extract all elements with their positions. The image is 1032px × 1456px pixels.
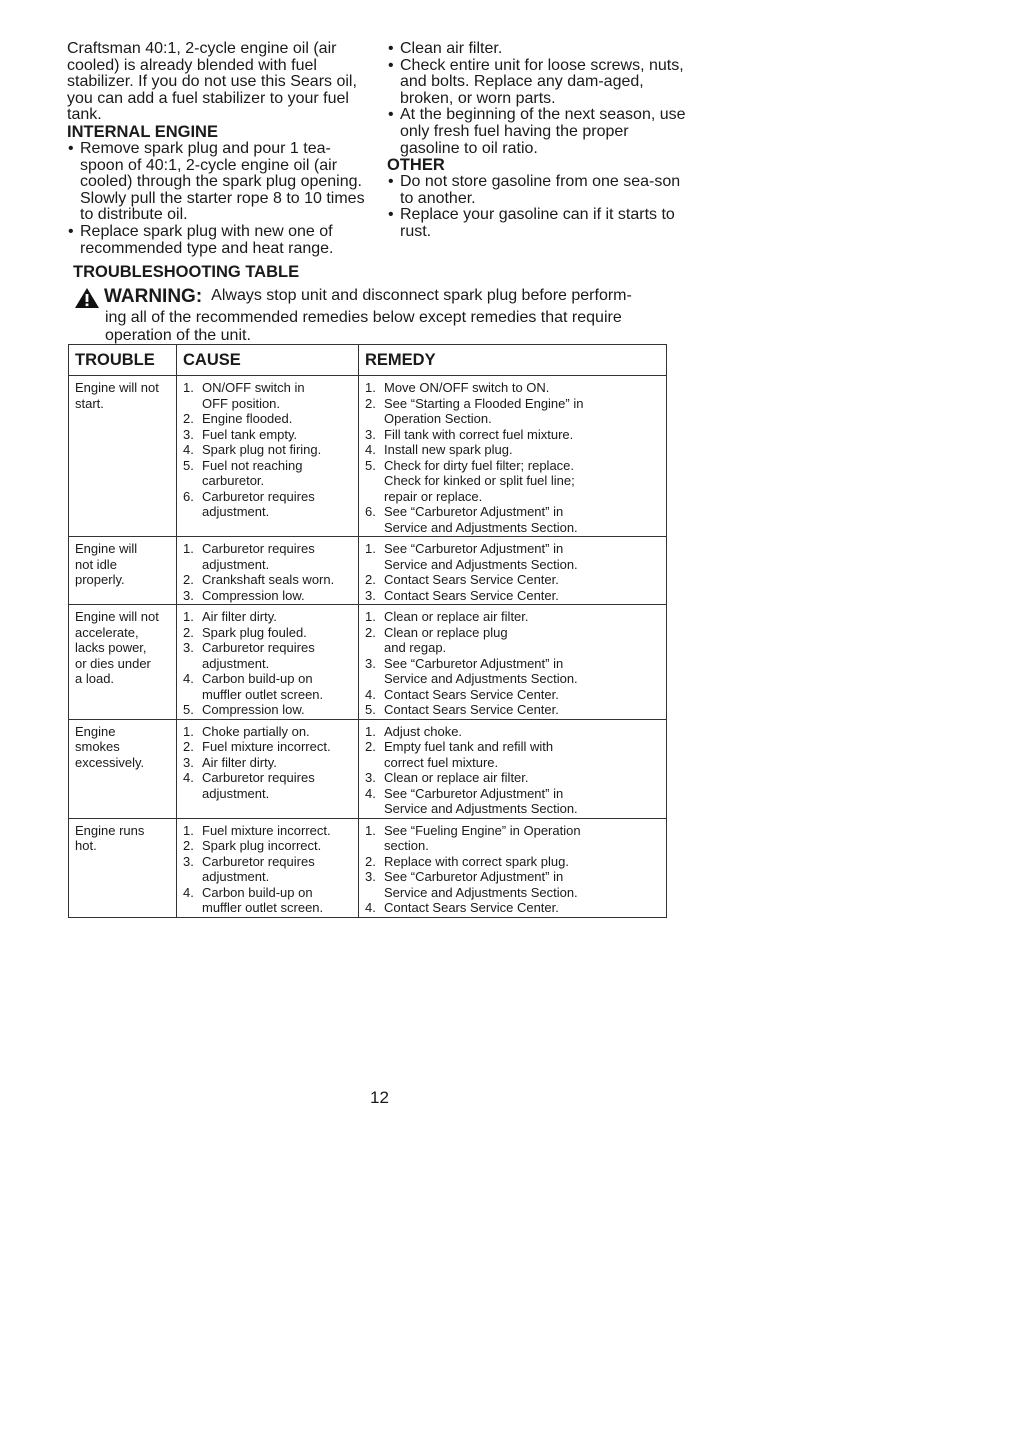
remedy-cell: [359, 719, 667, 818]
table-row: [69, 537, 667, 605]
item-number: 4.: [183, 770, 194, 785]
item-number: 6.: [183, 488, 194, 504]
item-number: 3.: [183, 426, 194, 442]
item-number: 5.: [365, 702, 376, 717]
cause-item: [183, 671, 352, 702]
item-text: Air filter dirty.: [202, 754, 277, 770]
warning-text-rest: ing all of the recommended remedies below except remedies that require operation of the unit.: [105, 309, 622, 344]
item-number: 1.: [183, 609, 194, 624]
item-text: Crankshaft seals worn.: [202, 572, 335, 587]
item-text: Spark plug not firing.: [202, 442, 322, 457]
remedy-item: [365, 702, 660, 718]
cause-item: [183, 838, 352, 854]
remedy-cell: [359, 537, 667, 605]
item-number: 2.: [365, 395, 376, 411]
item-number: 3.: [183, 754, 194, 770]
item-text: Clean or replace air filter.: [384, 609, 529, 624]
cause-cell: [177, 719, 359, 818]
other-heading: OTHER: [387, 156, 445, 175]
item-text: See “Fueling Engine” in Operation section.: [384, 822, 581, 853]
cause-item: [183, 411, 352, 427]
trouble-text: Engine will not accelerate, lacks power, or dies under a load.: [75, 609, 159, 686]
item-text: Carbon build-up on muffler outlet screen.: [202, 884, 324, 915]
header-remedy: REMEDY: [359, 345, 667, 376]
item-number: 2.: [365, 853, 376, 869]
item-text: Contact Sears Service Center.: [384, 686, 559, 702]
item-text: Fuel mixture incorrect.: [202, 739, 331, 754]
cause-item: [183, 572, 352, 588]
item-number: 2.: [365, 572, 376, 587]
list-item: • Replace spark plug with new one of recommended type and heat range.: [67, 224, 367, 257]
remedy-item: [365, 588, 660, 604]
item-text: See “Carburetor Adjustment” in Service and Adjustments Section.: [384, 785, 578, 816]
list-item: • Remove spark plug and pour 1 tea-spoon of 40:1, 2-cycle engine oil (air cooled) through the spark plug opening. Slowly pull the starter rope 8 to 10 times to distribute oil.: [67, 141, 367, 224]
item-text: Contact Sears Service Center.: [384, 587, 559, 603]
warning-notice: [74, 287, 674, 344]
item-text: Choke partially on.: [202, 723, 310, 739]
item-text: See “Carburetor Adjustment” in Service and Adjustments Section.: [384, 869, 578, 900]
item-number: 1.: [365, 822, 376, 838]
remedy-list: [365, 724, 660, 817]
item-text: Carburetor requires adjustment.: [202, 640, 315, 671]
troubleshooting-table: [68, 344, 667, 918]
remedy-list: [365, 823, 660, 916]
table-body: [69, 376, 667, 918]
item-text: Compression low.: [202, 702, 305, 717]
trouble-cell: [69, 537, 177, 605]
item-text: See “Carburetor Adjustment” in Service and Adjustments Section.: [384, 504, 578, 535]
cause-item: [183, 755, 352, 771]
item-text: Carbon build-up on muffler outlet screen.: [202, 671, 324, 702]
table-row: [69, 605, 667, 720]
list-item: • Replace your gasoline can if it starts to rust.: [387, 207, 687, 240]
item-number: 2.: [365, 624, 376, 640]
table-row: [69, 719, 667, 818]
item-text: Adjust choke.: [384, 723, 463, 739]
item-text: Carburetor requires adjustment.: [202, 770, 315, 801]
right-column: [387, 41, 687, 241]
remedy-item: [365, 427, 660, 443]
item-number: 1.: [365, 723, 376, 739]
item-text: Replace with correct spark plug.: [384, 853, 569, 869]
item-text: Fuel tank empty.: [202, 426, 298, 442]
item-number: 1.: [365, 541, 376, 556]
trouble-cell: [69, 719, 177, 818]
trouble-text: Engine runs hot.: [75, 822, 145, 853]
remedy-item: [365, 900, 660, 916]
item-number: 3.: [183, 640, 194, 655]
item-number: 6.: [365, 504, 376, 519]
item-number: 3.: [365, 426, 376, 442]
table-row: [69, 376, 667, 537]
item-number: 1.: [183, 380, 194, 395]
troubleshooting-heading: TROUBLESHOOTING TABLE: [73, 263, 300, 281]
item-number: 3.: [365, 869, 376, 884]
left-column: [67, 41, 367, 257]
item-number: 3.: [183, 853, 194, 869]
item-text: Air filter dirty.: [202, 609, 277, 624]
remedy-item: [365, 770, 660, 786]
item-text: See “Carburetor Adjustment” in Service and Adjustments Section.: [384, 655, 578, 686]
item-number: 1.: [183, 822, 194, 838]
cause-cell: [177, 537, 359, 605]
remedy-cell: [359, 818, 667, 917]
item-text: Clean or replace air filter.: [384, 770, 529, 785]
item-text: Empty fuel tank and refill with correct fuel mixture.: [384, 739, 554, 770]
item-text: Contact Sears Service Center.: [384, 900, 559, 915]
cause-item: [183, 458, 352, 489]
item-number: 5.: [183, 702, 194, 717]
item-number: 4.: [183, 671, 194, 686]
remedy-item: [365, 869, 660, 900]
item-text: Contact Sears Service Center.: [384, 572, 559, 587]
item-number: 4.: [365, 900, 376, 915]
remedy-item: [365, 724, 660, 740]
item-number: 1.: [365, 380, 376, 395]
remedy-item: [365, 541, 660, 572]
table-row: [69, 818, 667, 917]
list-item: • Clean air filter.: [387, 41, 687, 58]
item-text: Spark plug fouled.: [202, 624, 307, 640]
warning-icon: [74, 287, 100, 309]
cause-item: [183, 823, 352, 839]
item-number: 5.: [365, 457, 376, 473]
item-text: Install new spark plug.: [384, 442, 513, 457]
remedy-cell: [359, 605, 667, 720]
trouble-text: Engine smokes excessively.: [75, 723, 145, 770]
warning-text-first: Always stop unit and disconnect spark plug before perform-: [211, 287, 632, 304]
item-number: 4.: [183, 442, 194, 457]
internal-engine-list: [67, 141, 367, 257]
item-number: 1.: [183, 723, 194, 739]
item-text: ON/OFF switch in OFF position.: [202, 380, 305, 411]
trouble-text: Engine will not start.: [75, 380, 159, 411]
cause-cell: [177, 376, 359, 537]
cause-item: [183, 854, 352, 885]
item-text: See “Starting a Flooded Engine” in Operation Section.: [384, 395, 584, 426]
item-number: 2.: [183, 572, 194, 587]
remedy-item: [365, 739, 660, 770]
trouble-text: Engine will not idle properly.: [75, 541, 138, 587]
item-number: 4.: [365, 686, 376, 702]
item-number: 4.: [365, 785, 376, 801]
remedy-cell: [359, 376, 667, 537]
item-text: Carburetor requires adjustment.: [202, 853, 315, 884]
item-number: 2.: [183, 838, 194, 853]
item-text: Contact Sears Service Center.: [384, 702, 559, 717]
page-number: 12: [370, 1088, 389, 1107]
item-text: Fuel mixture incorrect.: [202, 822, 331, 838]
item-number: 2.: [183, 624, 194, 640]
remedy-item: [365, 396, 660, 427]
cause-item: [183, 625, 352, 641]
item-number: 3.: [183, 587, 194, 603]
item-number: 5.: [183, 457, 194, 473]
list-item: • Do not store gasoline from one sea-son to another.: [387, 174, 687, 207]
remedy-item: [365, 504, 660, 535]
trouble-cell: [69, 818, 177, 917]
warning-label: WARNING:: [104, 286, 203, 307]
remedy-item: [365, 458, 660, 505]
cause-item: [183, 427, 352, 443]
fuel-stabilizer-paragraph: Craftsman 40:1, 2-cycle engine oil (air cooled) is already blended with fuel stabilizer. If you do not use this Sears oil, you can add a fuel stabilizer to your fuel tank.: [67, 40, 357, 124]
remedy-item: [365, 572, 660, 588]
cause-list: [183, 541, 352, 603]
item-number: 3.: [365, 770, 376, 785]
cause-item: [183, 489, 352, 520]
item-number: 1.: [183, 541, 194, 556]
item-text: See “Carburetor Adjustment” in Service and Adjustments Section.: [384, 541, 578, 572]
item-text: Fill tank with correct fuel mixture.: [384, 426, 574, 442]
trouble-cell: [69, 376, 177, 537]
remedy-item: [365, 442, 660, 458]
item-text: Spark plug incorrect.: [202, 838, 322, 853]
item-number: 3.: [365, 587, 376, 603]
trouble-cell: [69, 605, 177, 720]
header-cause: CAUSE: [177, 345, 359, 376]
item-text: Check for dirty fuel filter; replace. Check for kinked or split fuel line; repair or replace.: [384, 457, 575, 504]
table-header-row: [69, 345, 667, 376]
cause-item: [183, 702, 352, 718]
cause-item: [183, 609, 352, 625]
item-number: 4.: [183, 884, 194, 900]
item-number: 4.: [365, 442, 376, 457]
cause-item: [183, 442, 352, 458]
cause-item: [183, 885, 352, 916]
item-number: 1.: [365, 609, 376, 624]
cause-item: [183, 739, 352, 755]
cause-item: [183, 541, 352, 572]
remedy-item: [365, 786, 660, 817]
header-trouble: TROUBLE: [69, 345, 177, 376]
remedy-list: [365, 380, 660, 535]
cause-list: [183, 609, 352, 718]
remedy-list: [365, 541, 660, 603]
cause-cell: [177, 818, 359, 917]
cause-item: [183, 770, 352, 801]
other-list: [387, 174, 687, 240]
cause-item: [183, 380, 352, 411]
remedy-item: [365, 687, 660, 703]
item-text: Move ON/OFF switch to ON.: [384, 380, 550, 395]
item-text: Clean or replace plug and regap.: [384, 624, 508, 655]
item-text: Compression low.: [202, 587, 305, 603]
item-text: Carburetor requires adjustment.: [202, 541, 315, 572]
remedy-item: [365, 823, 660, 854]
cause-item: [183, 640, 352, 671]
cause-list: [183, 823, 352, 916]
cause-list: [183, 724, 352, 802]
item-text: Fuel not reaching carburetor.: [202, 457, 303, 488]
storage-list: [387, 41, 687, 157]
remedy-item: [365, 625, 660, 656]
cause-list: [183, 380, 352, 520]
item-text: Carburetor requires adjustment.: [202, 488, 315, 519]
remedy-item: [365, 609, 660, 625]
cause-item: [183, 724, 352, 740]
item-number: 2.: [365, 739, 376, 754]
cause-cell: [177, 605, 359, 720]
item-text: Engine flooded.: [202, 411, 293, 426]
remedy-item: [365, 656, 660, 687]
item-number: 3.: [365, 655, 376, 671]
list-item: • Check entire unit for loose screws, nuts, and bolts. Replace any dam-aged, broken, or worn parts.: [387, 58, 687, 108]
remedy-list: [365, 609, 660, 718]
list-item: • At the beginning of the next season, use only fresh fuel having the proper gasoline to oil ratio.: [387, 107, 687, 157]
item-number: 2.: [183, 411, 194, 426]
cause-item: [183, 588, 352, 604]
internal-engine-heading: INTERNAL ENGINE: [67, 122, 218, 141]
remedy-item: [365, 380, 660, 396]
item-number: 2.: [183, 739, 194, 754]
remedy-item: [365, 854, 660, 870]
